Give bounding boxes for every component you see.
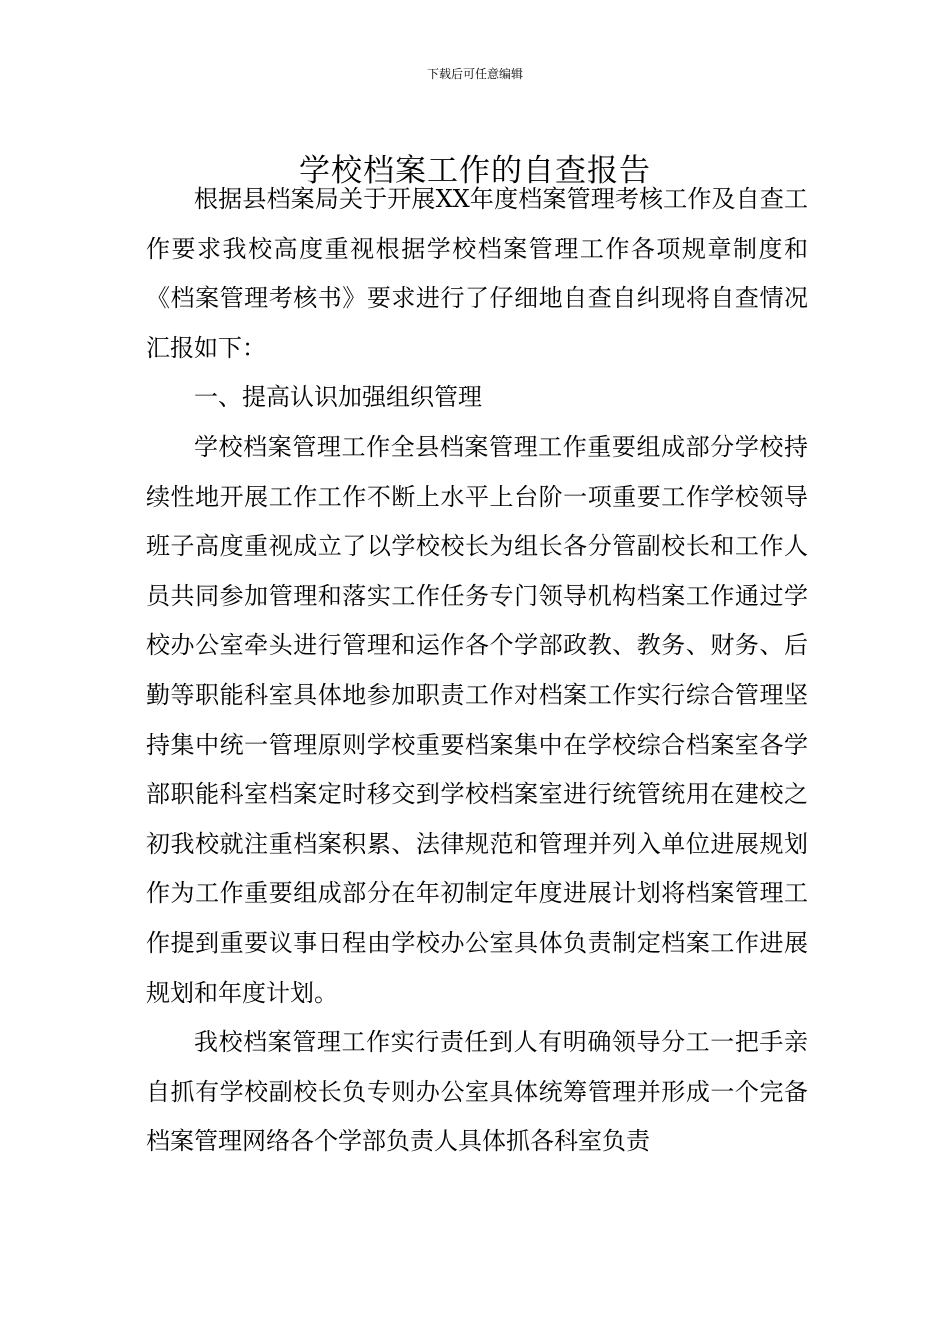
section-heading-1: 一、提高认识加强组织管理 (194, 383, 482, 412)
intro-paragraph: 根据县档案局关于开展XX年度档案管理考核工作及自查工作要求我校高度重视根据学校档案管理工作各项规章制度和《档案管理考核书》要求进行了仔细地自查自纠现将自查情况汇报如下： (146, 185, 808, 362)
section-1-paragraph-2: 我校档案管理工作实行责任到人有明确领导分工一把手亲自抓有学校副校长负专则办公室具体统筹管理并形成一个完备档案管理网络各个学部负责人具体抓各科室负责 (146, 1028, 808, 1156)
section-1-paragraph-1: 学校档案管理工作全县档案管理工作重要组成部分学校持续性地开展工作工作不断上水平上台阶一项重要工作学校领导班子高度重视成立了以学校校长为组长各分管副校长和工作人员共同参加管理和落实工作任务专门领导机构档案工作通过学校办公室牵头进行管理和运作各个学部政教、教务、财务、后勤等职能科室具体地参加职责工作对档案工作实行综合管理坚持集中统一管理原则学校重要档案集中在学校综合档案室各学部职能科室档案定时移交到学校档案室进行统管统用在建校之初我校就注重档案积累、法律规范和管理并列入单位进展规划作为工作重要组成部分在年初制定年度进展计划将档案管理工作提到重要议事日程由学校办公室具体负责制定档案工作进展规划和年度计划。 (146, 432, 808, 1007)
document-title: 学校档案工作的自查报告 (299, 152, 651, 189)
page-header-note: 下载后可任意编辑 (426, 67, 523, 81)
document-body (146, 175, 808, 1167)
